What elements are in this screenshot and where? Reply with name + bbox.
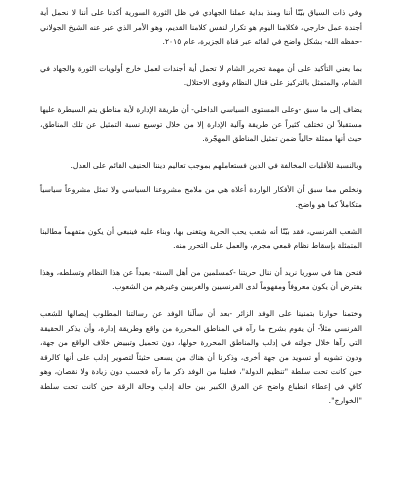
paragraph-7: فنحن هنا في سوريا نريد أن ننال حريتنا -كمسلمين من أهل السنة- بعيداً عن هذا النظام وتسلطه، وهذا يفترض أن يكون معروفاً ومفهوماً لدى الفرنسيين والغربيين وغيرهم من الشعوب. <box>40 267 362 292</box>
paragraph-3: يضاف إلى ما سبق -وعلى المستوى السياسي الداخلي- أن طريقة الإدارة لأية مناطق يتم السيطرة عليها مستقبلاً لن تختلف كثيراً عن طريقة وآلية الإدارة إلا من خلال توسيع نسبة التمثيل عن تلك المناطق، حيث أنها ممثلة حالياً ضمن تمثيل المناطق المهجّرة. <box>40 104 362 144</box>
paragraph-8: وختمنا حوارنا بتمنينا على الوفد الزائر -بعد أن سألَنا الوفد عن رسالتنا المطلوب إيصالها للشعب الفرنسي مثلاً- أن يقوم بشرح ما رآه في المناطق المحررة من واقع وطريقة إدارة، وأن يذكر الحقيقة التي رآها خلال جولته في إدلب والمناطق المحررة حولها، دون تحميل وتبييض خلاف الواقع من جهة، ودون تشويه أو تسويد من جهة أخرى، وذكرنا أن هناك من يسعى حثيثاً لتصوير إدلب على أنها كالرقة حين كانت تحت سلطة "تنظيم الدولة"، فعلينا من الوفد ذكر ما رآه فحسب دون زيادة ولا نقصان، وهو كافٍ في إعطاء انطباع واضح عن الفرق الكبير بين حالة إدلب وحالة الرقة حين كانت تحت سلطة "الخوارج". <box>40 308 362 406</box>
paragraph-4: وبالنسبة للأقليات المخالفة في الدين فستعاملهم بموجب تعاليم ديننا الحنيف القائم على العدل. <box>70 160 362 170</box>
paragraph-5: ونخلص مما سبق أن الأفكار الواردة أعلاه هي من ملامح مشروعنا السياسي ولا تمثل مشروعاً سياسياً متكاملاً كما هو واضح. <box>40 185 362 209</box>
paragraph-1: وفي ذات السياق بيّنّا أننا ومنذ بداية عملنا الجهادي في ظل الثورة السورية أكدنا على أننا لا نحمل أية أجندة عمل خارجي، فكلامنا اليوم هو تكرار لنفس كلامنا القديم، وهو الأمر الذي عبر عنه الشيخ الجولاني -حفظه الله- بشكل واضح في لقائه عبر قناة الجزيرة، عام ٢٠١٥. <box>40 8 362 47</box>
paragraph-2: بما يعني التأكيد على أن مهمة تحرير الشام لا تحمل أية أجندات لعمل خارج أولويات الثورة والجهاد في الشام، والمتمثل بالتركيز على قتال النظام وقوى الاحتلال. <box>40 63 362 88</box>
paragraph-6: الشعب الفرنسي، فقد بيّنّا أنه شعب يحب الحرية ويتغنى بها، وبناء عليه فينبغي أن يكون متفهماً مطالبنا المتمثلة بإسقاط نظام قمعي مجرم، والعمل على التحرر منه. <box>40 226 362 251</box>
